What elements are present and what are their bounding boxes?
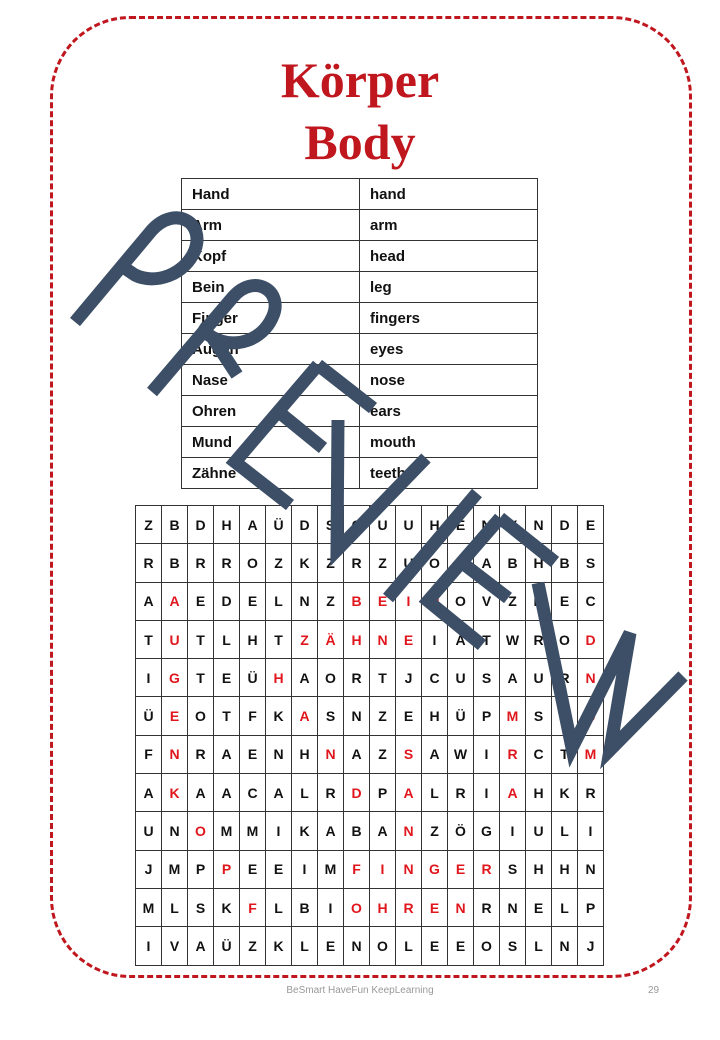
grid-cell: K (292, 812, 318, 850)
grid-cell: H (240, 620, 266, 658)
grid-cell: B (162, 544, 188, 582)
vocab-german: Finger (182, 303, 360, 334)
grid-cell: N (396, 850, 422, 888)
grid-cell: H (422, 506, 448, 544)
grid-cell: B (162, 506, 188, 544)
grid-cell: S (578, 544, 604, 582)
grid-cell: N (318, 735, 344, 773)
grid-cell: T (188, 620, 214, 658)
grid-cell: P (474, 697, 500, 735)
vocab-english: mouth (359, 427, 537, 458)
grid-cell: V (474, 582, 500, 620)
grid-cell: K (162, 774, 188, 812)
grid-cell: W (500, 620, 526, 658)
grid-cell: H (526, 544, 552, 582)
vocab-german: Ohren (182, 396, 360, 427)
vocab-english: nose (359, 365, 537, 396)
grid-cell: N (370, 620, 396, 658)
grid-cell: A (240, 506, 266, 544)
grid-cell: Ö (448, 812, 474, 850)
grid-cell: P (188, 850, 214, 888)
grid-cell: E (578, 506, 604, 544)
grid-cell: R (448, 774, 474, 812)
grid-cell: P (214, 850, 240, 888)
grid-cell: C (422, 659, 448, 697)
grid-cell: O (370, 927, 396, 965)
vocab-english: teeth (359, 458, 537, 489)
grid-cell: A (136, 582, 162, 620)
grid-cell: L (292, 927, 318, 965)
grid-cell: H (552, 850, 578, 888)
grid-cell: J (136, 850, 162, 888)
grid-cell: M (240, 812, 266, 850)
vocab-german: Hand (182, 179, 360, 210)
grid-cell: N (448, 888, 474, 926)
grid-cell: L (266, 582, 292, 620)
grid-cell: N (552, 927, 578, 965)
grid-cell: A (396, 774, 422, 812)
vocab-german: Bein (182, 272, 360, 303)
grid-cell: H (370, 888, 396, 926)
grid-cell: G (474, 812, 500, 850)
vocab-english: hand (359, 179, 537, 210)
watermark-letter-r (152, 286, 275, 392)
vocab-german: Zähne (182, 458, 360, 489)
grid-cell: S (396, 735, 422, 773)
grid-cell: L (526, 927, 552, 965)
grid-cell: L (162, 888, 188, 926)
grid-cell: N (162, 735, 188, 773)
grid-cell: B (500, 544, 526, 582)
grid-cell: D (578, 620, 604, 658)
grid-cell: N (344, 697, 370, 735)
grid-cell: B (552, 544, 578, 582)
grid-cell: R (344, 544, 370, 582)
grid-cell: U (578, 697, 604, 735)
grid-cell: E (370, 582, 396, 620)
grid-cell: I (318, 888, 344, 926)
grid-cell: R (188, 544, 214, 582)
grid-cell: M (214, 812, 240, 850)
grid-cell: Z (318, 544, 344, 582)
vocab-english: fingers (359, 303, 537, 334)
grid-cell: L (396, 927, 422, 965)
grid-cell: A (188, 774, 214, 812)
grid-cell: Z (318, 582, 344, 620)
grid-cell: W (552, 697, 578, 735)
grid-cell: D (214, 582, 240, 620)
grid-cell: M (500, 697, 526, 735)
grid-cell: L (552, 888, 578, 926)
grid-cell: U (136, 812, 162, 850)
vocab-english: ears (359, 396, 537, 427)
grid-cell: S (526, 697, 552, 735)
vocab-german: Kopf (182, 241, 360, 272)
watermark-letter-w (538, 583, 683, 750)
grid-cell: L (422, 774, 448, 812)
grid-cell: N (474, 506, 500, 544)
grid-cell: Z (266, 544, 292, 582)
grid-cell: C (578, 582, 604, 620)
grid-cell: E (162, 697, 188, 735)
vocab-german: Mund (182, 427, 360, 458)
grid-cell: U (396, 544, 422, 582)
grid-cell: Z (240, 927, 266, 965)
grid-cell: R (318, 774, 344, 812)
grid-cell: E (448, 850, 474, 888)
grid-cell: A (448, 544, 474, 582)
grid-cell: Ü (240, 659, 266, 697)
grid-cell: L (552, 812, 578, 850)
grid-cell: H (344, 620, 370, 658)
grid-cell: I (266, 812, 292, 850)
grid-cell: A (162, 582, 188, 620)
grid-cell: S (500, 850, 526, 888)
vocab-german: Augen (182, 334, 360, 365)
grid-cell: A (266, 774, 292, 812)
grid-cell: K (214, 888, 240, 926)
grid-cell: O (552, 620, 578, 658)
grid-cell: G (422, 850, 448, 888)
grid-cell: S (318, 697, 344, 735)
grid-cell: D (344, 774, 370, 812)
grid-cell: R (526, 582, 552, 620)
grid-cell: D (552, 506, 578, 544)
grid-cell: B (344, 812, 370, 850)
grid-cell: E (422, 888, 448, 926)
grid-cell: R (526, 620, 552, 658)
grid-cell: A (422, 735, 448, 773)
grid-cell: I (422, 620, 448, 658)
grid-cell: S (318, 506, 344, 544)
grid-cell: F (240, 697, 266, 735)
grid-cell: R (344, 659, 370, 697)
grid-cell: U (526, 812, 552, 850)
grid-cell: Z (136, 506, 162, 544)
grid-cell: Ü (266, 506, 292, 544)
grid-cell: J (578, 927, 604, 965)
grid-cell: I (136, 659, 162, 697)
grid-cell: E (526, 888, 552, 926)
grid-cell: Z (370, 735, 396, 773)
grid-cell: A (344, 735, 370, 773)
grid-cell: Z (370, 697, 396, 735)
grid-cell: I (474, 735, 500, 773)
grid-cell: N (578, 850, 604, 888)
grid-cell: N (162, 812, 188, 850)
grid-cell: O (188, 812, 214, 850)
vocab-german: Nase (182, 365, 360, 396)
grid-cell: R (474, 850, 500, 888)
grid-cell: T (552, 735, 578, 773)
grid-cell: I (474, 774, 500, 812)
vocab-english: arm (359, 210, 537, 241)
grid-cell: T (214, 697, 240, 735)
grid-cell: L (292, 774, 318, 812)
grid-cell: O (474, 927, 500, 965)
title-german: Körper (280, 52, 440, 108)
grid-cell: T (188, 659, 214, 697)
grid-cell: A (474, 544, 500, 582)
grid-cell: Z (422, 812, 448, 850)
grid-cell: U (448, 659, 474, 697)
grid-cell: C (240, 774, 266, 812)
watermark-letter-i (388, 493, 477, 598)
title-english: Body (304, 114, 416, 170)
grid-cell: E (448, 506, 474, 544)
grid-cell: F (136, 735, 162, 773)
grid-cell: H (526, 850, 552, 888)
watermark-letter-p (75, 218, 197, 322)
grid-cell: T (136, 620, 162, 658)
grid-cell: F (344, 850, 370, 888)
grid-cell: Ü (214, 927, 240, 965)
grid-cell: Ü (136, 697, 162, 735)
grid-cell: B (344, 582, 370, 620)
grid-cell: E (240, 582, 266, 620)
grid-cell: A (214, 774, 240, 812)
grid-cell: K (266, 697, 292, 735)
grid-cell: S (500, 927, 526, 965)
grid-cell: R (214, 544, 240, 582)
grid-cell: N (526, 506, 552, 544)
grid-cell: A (214, 735, 240, 773)
grid-cell: T (266, 620, 292, 658)
grid-cell: H (214, 506, 240, 544)
grid-cell: M (136, 888, 162, 926)
vocab-german: Arm (182, 210, 360, 241)
grid-cell: H (266, 659, 292, 697)
grid-cell: F (240, 888, 266, 926)
grid-cell: M (318, 850, 344, 888)
grid-cell: E (422, 927, 448, 965)
grid-cell: E (448, 927, 474, 965)
grid-cell: N (578, 659, 604, 697)
grid-cell: R (500, 735, 526, 773)
grid-cell: I (370, 850, 396, 888)
grid-cell: B (292, 888, 318, 926)
grid-cell: O (344, 888, 370, 926)
grid-cell: O (448, 582, 474, 620)
grid-cell: I (136, 927, 162, 965)
grid-cell: R (474, 888, 500, 926)
grid-cell: O (188, 697, 214, 735)
grid-cell: N (292, 582, 318, 620)
grid-cell: E (214, 659, 240, 697)
grid-cell: C (344, 506, 370, 544)
grid-cell: A (292, 697, 318, 735)
grid-cell: E (240, 850, 266, 888)
grid-cell: N (422, 582, 448, 620)
grid-cell: Z (292, 620, 318, 658)
grid-cell: R (136, 544, 162, 582)
grid-cell: T (370, 659, 396, 697)
grid-cell: O (422, 544, 448, 582)
grid-cell: N (344, 927, 370, 965)
grid-cell: R (188, 735, 214, 773)
vocab-english: eyes (359, 334, 537, 365)
grid-cell: E (396, 620, 422, 658)
grid-cell: A (292, 659, 318, 697)
grid-cell: L (214, 620, 240, 658)
grid-cell: R (552, 659, 578, 697)
grid-cell: K (552, 774, 578, 812)
grid-cell: M (162, 850, 188, 888)
grid-cell: A (318, 812, 344, 850)
grid-cell: A (500, 659, 526, 697)
grid-cell: A (136, 774, 162, 812)
grid-cell: H (422, 697, 448, 735)
grid-cell: E (240, 735, 266, 773)
grid-cell: M (578, 735, 604, 773)
grid-cell: K (266, 927, 292, 965)
grid-cell: S (474, 659, 500, 697)
watermark-letter-e (235, 365, 373, 505)
grid-cell: R (578, 774, 604, 812)
grid-cell: N (396, 812, 422, 850)
grid-cell: U (396, 506, 422, 544)
grid-cell: A (500, 774, 526, 812)
grid-cell: Ü (448, 697, 474, 735)
grid-cell: D (292, 506, 318, 544)
grid-cell: T (474, 620, 500, 658)
grid-cell: E (266, 850, 292, 888)
grid-cell: K (292, 544, 318, 582)
grid-cell: P (370, 774, 396, 812)
grid-cell: V (162, 927, 188, 965)
vocab-english: head (359, 241, 537, 272)
grid-cell: A (188, 927, 214, 965)
grid-cell: N (500, 888, 526, 926)
grid-cell: L (266, 888, 292, 926)
grid-cell: H (526, 774, 552, 812)
page-number: 29 (648, 985, 660, 996)
grid-cell: O (318, 659, 344, 697)
grid-cell: W (448, 735, 474, 773)
grid-cell: I (292, 850, 318, 888)
grid-cell: C (526, 735, 552, 773)
grid-cell: R (396, 888, 422, 926)
grid-cell: U (162, 620, 188, 658)
grid-cell: Z (370, 544, 396, 582)
grid-cell: U (526, 659, 552, 697)
grid-cell: Ä (318, 620, 344, 658)
grid-cell: O (240, 544, 266, 582)
grid-cell: H (292, 735, 318, 773)
grid-cell: G (162, 659, 188, 697)
grid-cell: Y (500, 506, 526, 544)
grid-cell: U (370, 506, 396, 544)
grid-cell: J (396, 659, 422, 697)
grid-cell: D (188, 506, 214, 544)
grid-cell: E (396, 697, 422, 735)
grid-cell: A (370, 812, 396, 850)
grid-cell: E (188, 582, 214, 620)
grid-cell: Z (500, 582, 526, 620)
vocab-english: leg (359, 272, 537, 303)
grid-cell: E (318, 927, 344, 965)
grid-cell: I (578, 812, 604, 850)
grid-cell: E (552, 582, 578, 620)
watermark-letter-v (337, 420, 426, 550)
grid-cell: N (266, 735, 292, 773)
grid-cell: S (188, 888, 214, 926)
grid-cell: I (396, 582, 422, 620)
footer-text: BeSmart HaveFun KeepLearning (286, 985, 434, 996)
grid-cell: A (448, 620, 474, 658)
grid-cell: I (500, 812, 526, 850)
grid-cell: P (578, 888, 604, 926)
